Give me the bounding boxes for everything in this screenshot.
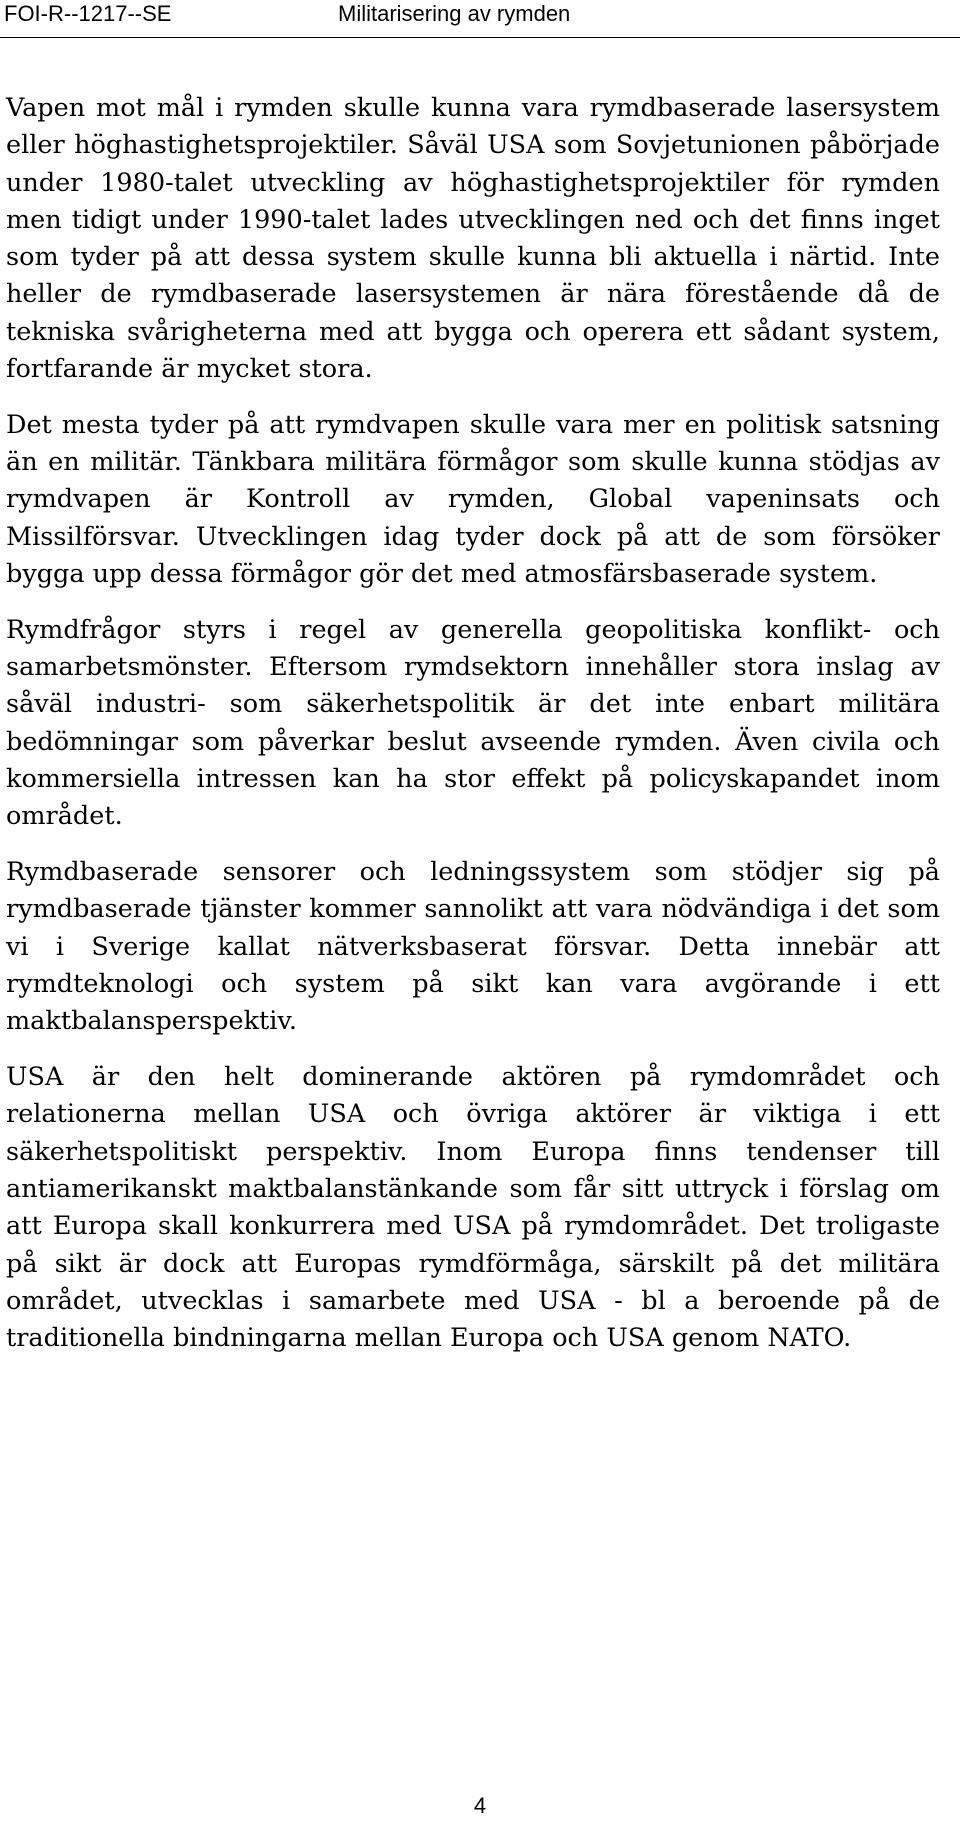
page-header — [0, 0, 960, 50]
paragraph-5: USA är den helt dominerande aktören på rymdområdet och relationerna mellan USA och övriga aktörer är viktiga i ett säkerhetspolitiskt perspektiv. Inom Europa finns tendenser till antiamerikanskt maktbalanstänkande som får sitt uttryck i förslag om att Europa skall konkurrera med USA på rymdområdet. Det troligaste på sikt är dock att Europas rymdförmåga, särskilt på det militära området, utvecklas i samarbete med USA - bl a beroende på de traditionella bindningarna mellan Europa och USA genom NATO. — [6, 1062, 940, 1354]
header-divider — [0, 37, 960, 38]
paragraph-3: Rymdfrågor styrs i regel av generella geopolitiska konflikt- och samarbetsmönster. Eftersom rymdsektorn innehåller stora inslag av såväl industri- som säkerhetspolitik är det inte enbart militära bedömningar som påverkar beslut avseende rymden. Även civila och kommersiella intressen kan ha stor effekt på policyskapandet inom området. — [6, 614, 940, 832]
paragraph-4: Rymdbaserade sensorer och ledningssystem som stödjer sig på rymdbaserade tjänster kommer sannolikt att vara nödvändiga i det som vi i Sverige kallat nätverksbaserat försvar. Detta innebär att rymdteknologi och system på sikt kan vara avgörande i ett maktbalansperspektiv. — [6, 857, 940, 1037]
page-number: 4 — [473, 1793, 487, 1818]
paragraph-2: Det mesta tyder på att rymdvapen skulle vara mer en politisk satsning än en militär. Tänkbara militära förmågor som skulle kunna stödjas av rymdvapen är Kontroll av rymden, Global vapeninsats och Missilförsvar. Utvecklingen idag tyder dock på att de som försöker bygga upp dessa förmågor gör det med atmosfärsbaserade system. — [6, 409, 940, 590]
running-title: Militarisering av rymden — [338, 1, 571, 26]
report-id: FOI-R--1217--SE — [4, 1, 172, 26]
body-text — [6, 90, 940, 1376]
paragraph-1: Vapen mot mål i rymden skulle kunna vara rymdbaserade lasersystem eller höghastighetsprojektiler. Såväl USA som Sovjetunionen påbörjade under 1980-talet utveckling av höghastighetsprojektiler för rymden men tidigt under 1990-talet lades utvecklingen ned och det finns inget som tyder på att dessa system skulle kunna bli aktuella i närtid. Inte heller de rymdbaserade lasersystemen är nära förestående då de tekniska svårigheterna med att bygga och operera ett sådant system, fortfarande är mycket stora. — [6, 93, 940, 385]
